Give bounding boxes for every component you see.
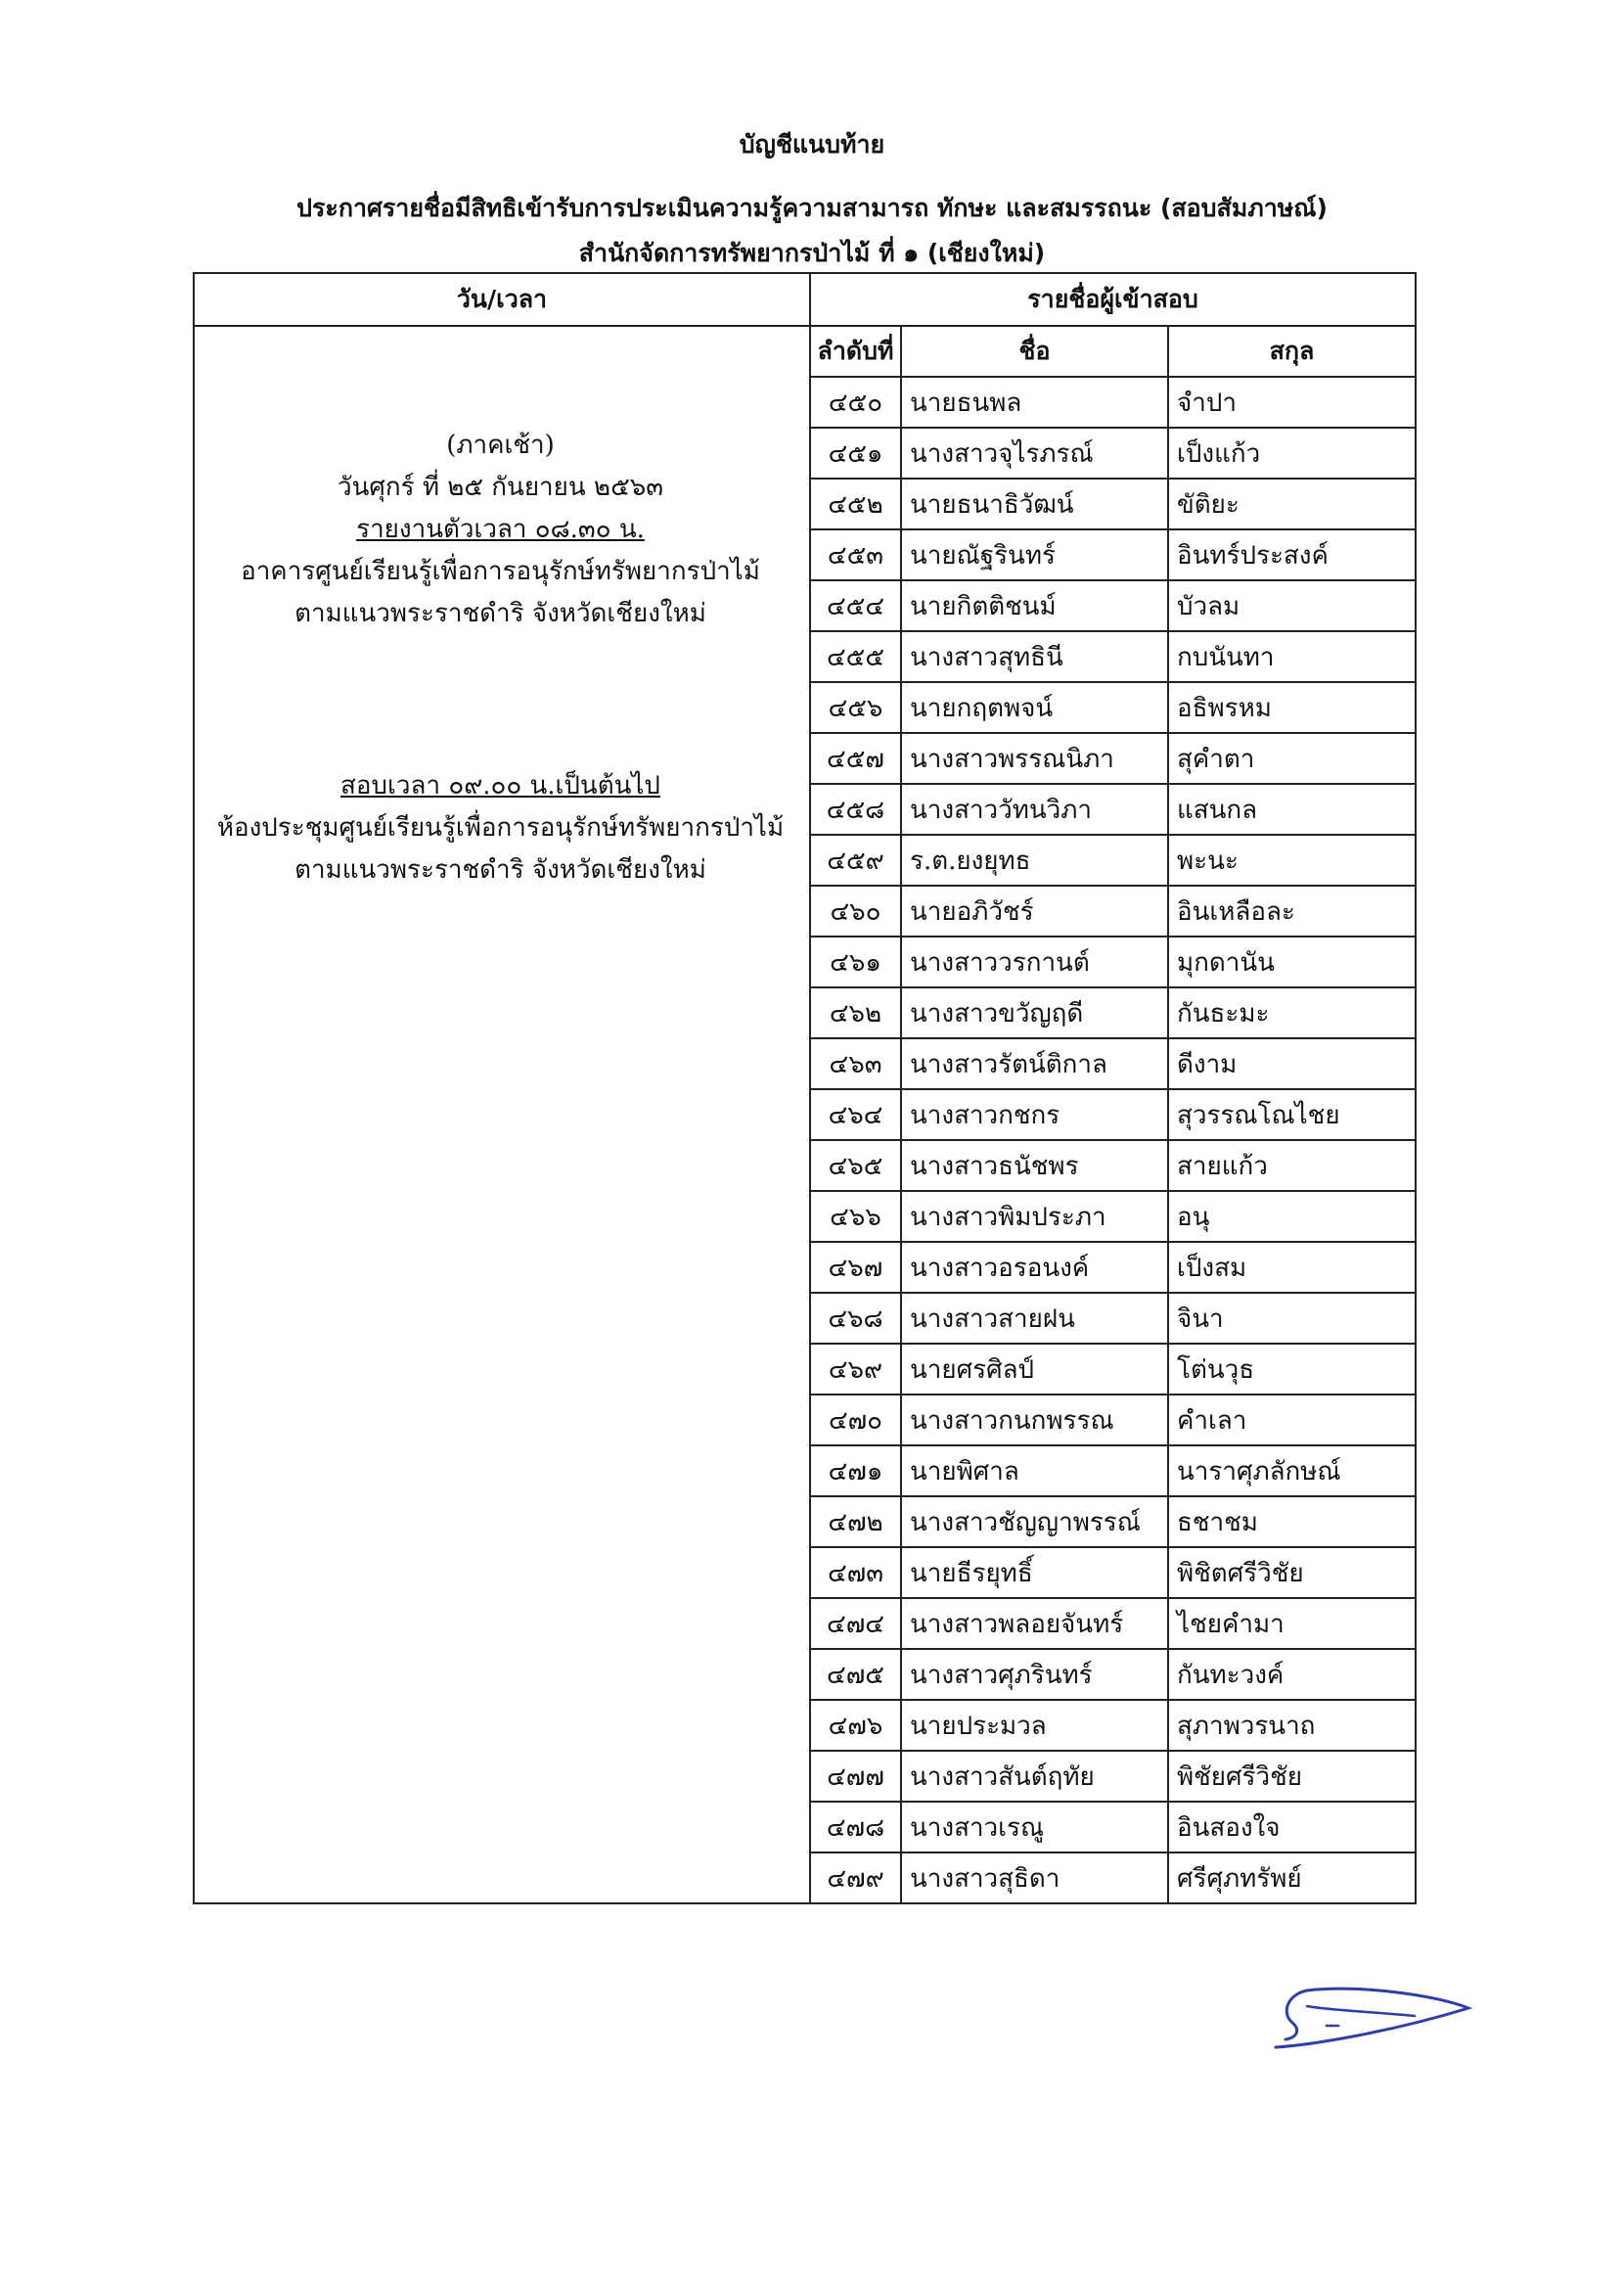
surname-cell: จินา	[1168, 1293, 1416, 1344]
name-cell: นางสาวพิมประภา	[901, 1191, 1168, 1242]
order-cell: ๔๗๔	[810, 1598, 901, 1649]
name-cell: นางสาวสันต์ฤทัย	[901, 1751, 1168, 1802]
surname-cell: อธิพรหม	[1168, 682, 1416, 733]
name-cell: นางสาวกชกร	[901, 1089, 1168, 1140]
office-name: สำนักจัดการทรัพยากรป่าไม้ ที่ ๑ (เชียงใหม่)	[578, 239, 1046, 267]
candidate-table	[193, 272, 1417, 1904]
order-cell: ๔๕๘	[810, 784, 901, 835]
order-cell: ๔๗๓	[810, 1547, 901, 1598]
name-cell: นางสาวศุภรินทร์	[901, 1649, 1168, 1700]
surname-cell: ศรีศุภทรัพย์	[1168, 1852, 1416, 1903]
name-cell: นางสาววัทนวิภา	[901, 784, 1168, 835]
name-cell: นางสาวพรรณนิภา	[901, 733, 1168, 784]
surname-cell: บัวลม	[1168, 580, 1416, 631]
order-cell: ๔๖๒	[810, 987, 901, 1038]
candidates-header: รายชื่อผู้เข้าสอบ	[810, 273, 1416, 326]
name-cell: นายกฤตพจน์	[901, 682, 1168, 733]
table-subheader-row	[194, 326, 1416, 377]
order-cell: ๔๗๕	[810, 1649, 901, 1700]
name-cell: นายศรศิลป์	[901, 1344, 1168, 1395]
exam-place-line1: ห้องประชุมศูนย์เรียนรู้เพื่อการอนุรักษ์ทรัพยากรป่าไม้	[216, 813, 785, 843]
surname-cell: ดีงาม	[1168, 1038, 1416, 1089]
signature-mark	[1268, 1977, 1473, 2065]
name-cell: นายธนาธิวัฒน์	[901, 479, 1168, 529]
announcement-subtitle: ประกาศรายชื่อมีสิทธิเข้ารับการประเมินความรู้ความสามารถ ทักษะ และสมรรถนะ (สอบสัมภาษณ์)	[296, 194, 1328, 222]
order-cell: ๔๗๖	[810, 1700, 901, 1751]
order-cell: ๔๖๖	[810, 1191, 901, 1242]
name-cell: นายธนพล	[901, 377, 1168, 428]
order-cell: ๔๗๗	[810, 1751, 901, 1802]
order-cell: ๔๖๑	[810, 937, 901, 987]
surname-cell: สายแก้ว	[1168, 1140, 1416, 1191]
exam-time: สอบเวลา ๐๙.๐๐ น.เป็นต้นไป	[340, 771, 660, 800]
report-info	[195, 425, 806, 635]
surname-cell: กบนันทา	[1168, 631, 1416, 682]
order-cell: ๔๕๖	[810, 682, 901, 733]
order-cell: ๔๖๗	[810, 1242, 901, 1293]
surname-cell: คำเลา	[1168, 1395, 1416, 1445]
name-cell: นายประมวล	[901, 1700, 1168, 1751]
name-cell: นางสาวกนกพรรณ	[901, 1395, 1168, 1445]
name-cell: นางสาวสุธิดา	[901, 1852, 1168, 1903]
order-cell: ๔๕๒	[810, 479, 901, 529]
surname-cell: สุภาพวรนาถ	[1168, 1700, 1416, 1751]
surname-cell: อนุ	[1168, 1191, 1416, 1242]
exam-place-line2: ตามแนวพระราชดำริ จังหวัดเชียงใหม่	[294, 855, 706, 885]
surname-cell: มุกดานัน	[1168, 937, 1416, 987]
surname-cell: ธชาชม	[1168, 1496, 1416, 1547]
surname-cell: จำปา	[1168, 377, 1416, 428]
order-cell: ๔๗๘	[810, 1802, 901, 1852]
order-cell: ๔๕๓	[810, 529, 901, 580]
order-cell: ๔๖๕	[810, 1140, 901, 1191]
order-cell: ๔๖๐	[810, 886, 901, 937]
surname-cell: พะนะ	[1168, 835, 1416, 886]
name-cell: นายธีรยุทธิ์	[901, 1547, 1168, 1598]
session-label: (ภาคเช้า)	[446, 431, 555, 460]
order-cell: ๔๕๗	[810, 733, 901, 784]
order-cell: ๔๕๕	[810, 631, 901, 682]
name-cell: นายณัฐรินทร์	[901, 529, 1168, 580]
surname-cell: สุวรรณโณไชย	[1168, 1089, 1416, 1140]
exam-date: วันศุกร์ ที่ ๒๕ กันยายน ๒๕๖๓	[337, 473, 664, 502]
surname-cell: ไชยคำมา	[1168, 1598, 1416, 1649]
order-cell: ๔๖๓	[810, 1038, 901, 1089]
surname-cell: พิชิตศรีวิชัย	[1168, 1547, 1416, 1598]
surname-cell: อินสองใจ	[1168, 1802, 1416, 1852]
order-cell: ๔๗๐	[810, 1395, 901, 1445]
schedule-cell	[194, 326, 810, 1903]
report-time: รายงานตัวเวลา ๐๘.๓๐ น.	[356, 515, 645, 544]
name-cell: นายอภิวัชร์	[901, 886, 1168, 937]
order-header: ลำดับที่	[810, 326, 901, 377]
name-cell: ร.ต.ยงยุทธ	[901, 835, 1168, 886]
name-cell: นางสาวอรอนงค์	[901, 1242, 1168, 1293]
surname-header: สกุล	[1168, 326, 1416, 377]
surname-cell: แสนกล	[1168, 784, 1416, 835]
name-cell: นางสาววรกานต์	[901, 937, 1168, 987]
name-header: ชื่อ	[901, 326, 1168, 377]
order-cell: ๔๕๐	[810, 377, 901, 428]
surname-cell: เป็งสม	[1168, 1242, 1416, 1293]
surname-cell: นาราศุภลักษณ์	[1168, 1445, 1416, 1496]
report-place-line2: ตามแนวพระราชดำริ จังหวัดเชียงใหม่	[294, 599, 706, 628]
name-cell: นางสาวสุทธินี	[901, 631, 1168, 682]
surname-cell: สุคำตา	[1168, 733, 1416, 784]
name-cell: นางสาวจุไรภรณ์	[901, 428, 1168, 479]
name-cell: นางสาวสายฝน	[901, 1293, 1168, 1344]
order-cell: ๔๕๔	[810, 580, 901, 631]
table-header-row	[194, 273, 1416, 326]
name-cell: นางสาวเรณู	[901, 1802, 1168, 1852]
name-cell: นางสาวรัตน์ติกาล	[901, 1038, 1168, 1089]
order-cell: ๔๗๑	[810, 1445, 901, 1496]
exam-info	[195, 765, 806, 892]
surname-cell: โต่นวุธ	[1168, 1344, 1416, 1395]
surname-cell: กันธะมะ	[1168, 987, 1416, 1038]
order-cell: ๔๖๔	[810, 1089, 901, 1140]
name-cell: นายกิตติชนม์	[901, 580, 1168, 631]
name-cell: นางสาวชัญญาพรรณ์	[901, 1496, 1168, 1547]
surname-cell: เป็งแก้ว	[1168, 428, 1416, 479]
name-cell: นางสาวธนัชพร	[901, 1140, 1168, 1191]
report-place-line1: อาคารศูนย์เรียนรู้เพื่อการอนุรักษ์ทรัพยากรป่าไม้	[241, 557, 760, 586]
surname-cell: อินเหลือละ	[1168, 886, 1416, 937]
document-title: บัญชีแนบท้าย	[739, 130, 885, 159]
order-cell: ๔๖๘	[810, 1293, 901, 1344]
surname-cell: อินทร์ประสงค์	[1168, 529, 1416, 580]
order-cell: ๔๗๒	[810, 1496, 901, 1547]
datetime-header: วัน/เวลา	[194, 273, 810, 326]
name-cell: นางสาวขวัญฤดี	[901, 987, 1168, 1038]
surname-cell: พิชัยศรีวิชัย	[1168, 1751, 1416, 1802]
order-cell: ๔๕๑	[810, 428, 901, 479]
name-cell: นางสาวพลอยจันทร์	[901, 1598, 1168, 1649]
order-cell: ๔๖๙	[810, 1344, 901, 1395]
surname-cell: กันทะวงค์	[1168, 1649, 1416, 1700]
surname-cell: ขัติยะ	[1168, 479, 1416, 529]
order-cell: ๔๗๙	[810, 1852, 901, 1903]
name-cell: นายพิศาล	[901, 1445, 1168, 1496]
order-cell: ๔๕๙	[810, 835, 901, 886]
